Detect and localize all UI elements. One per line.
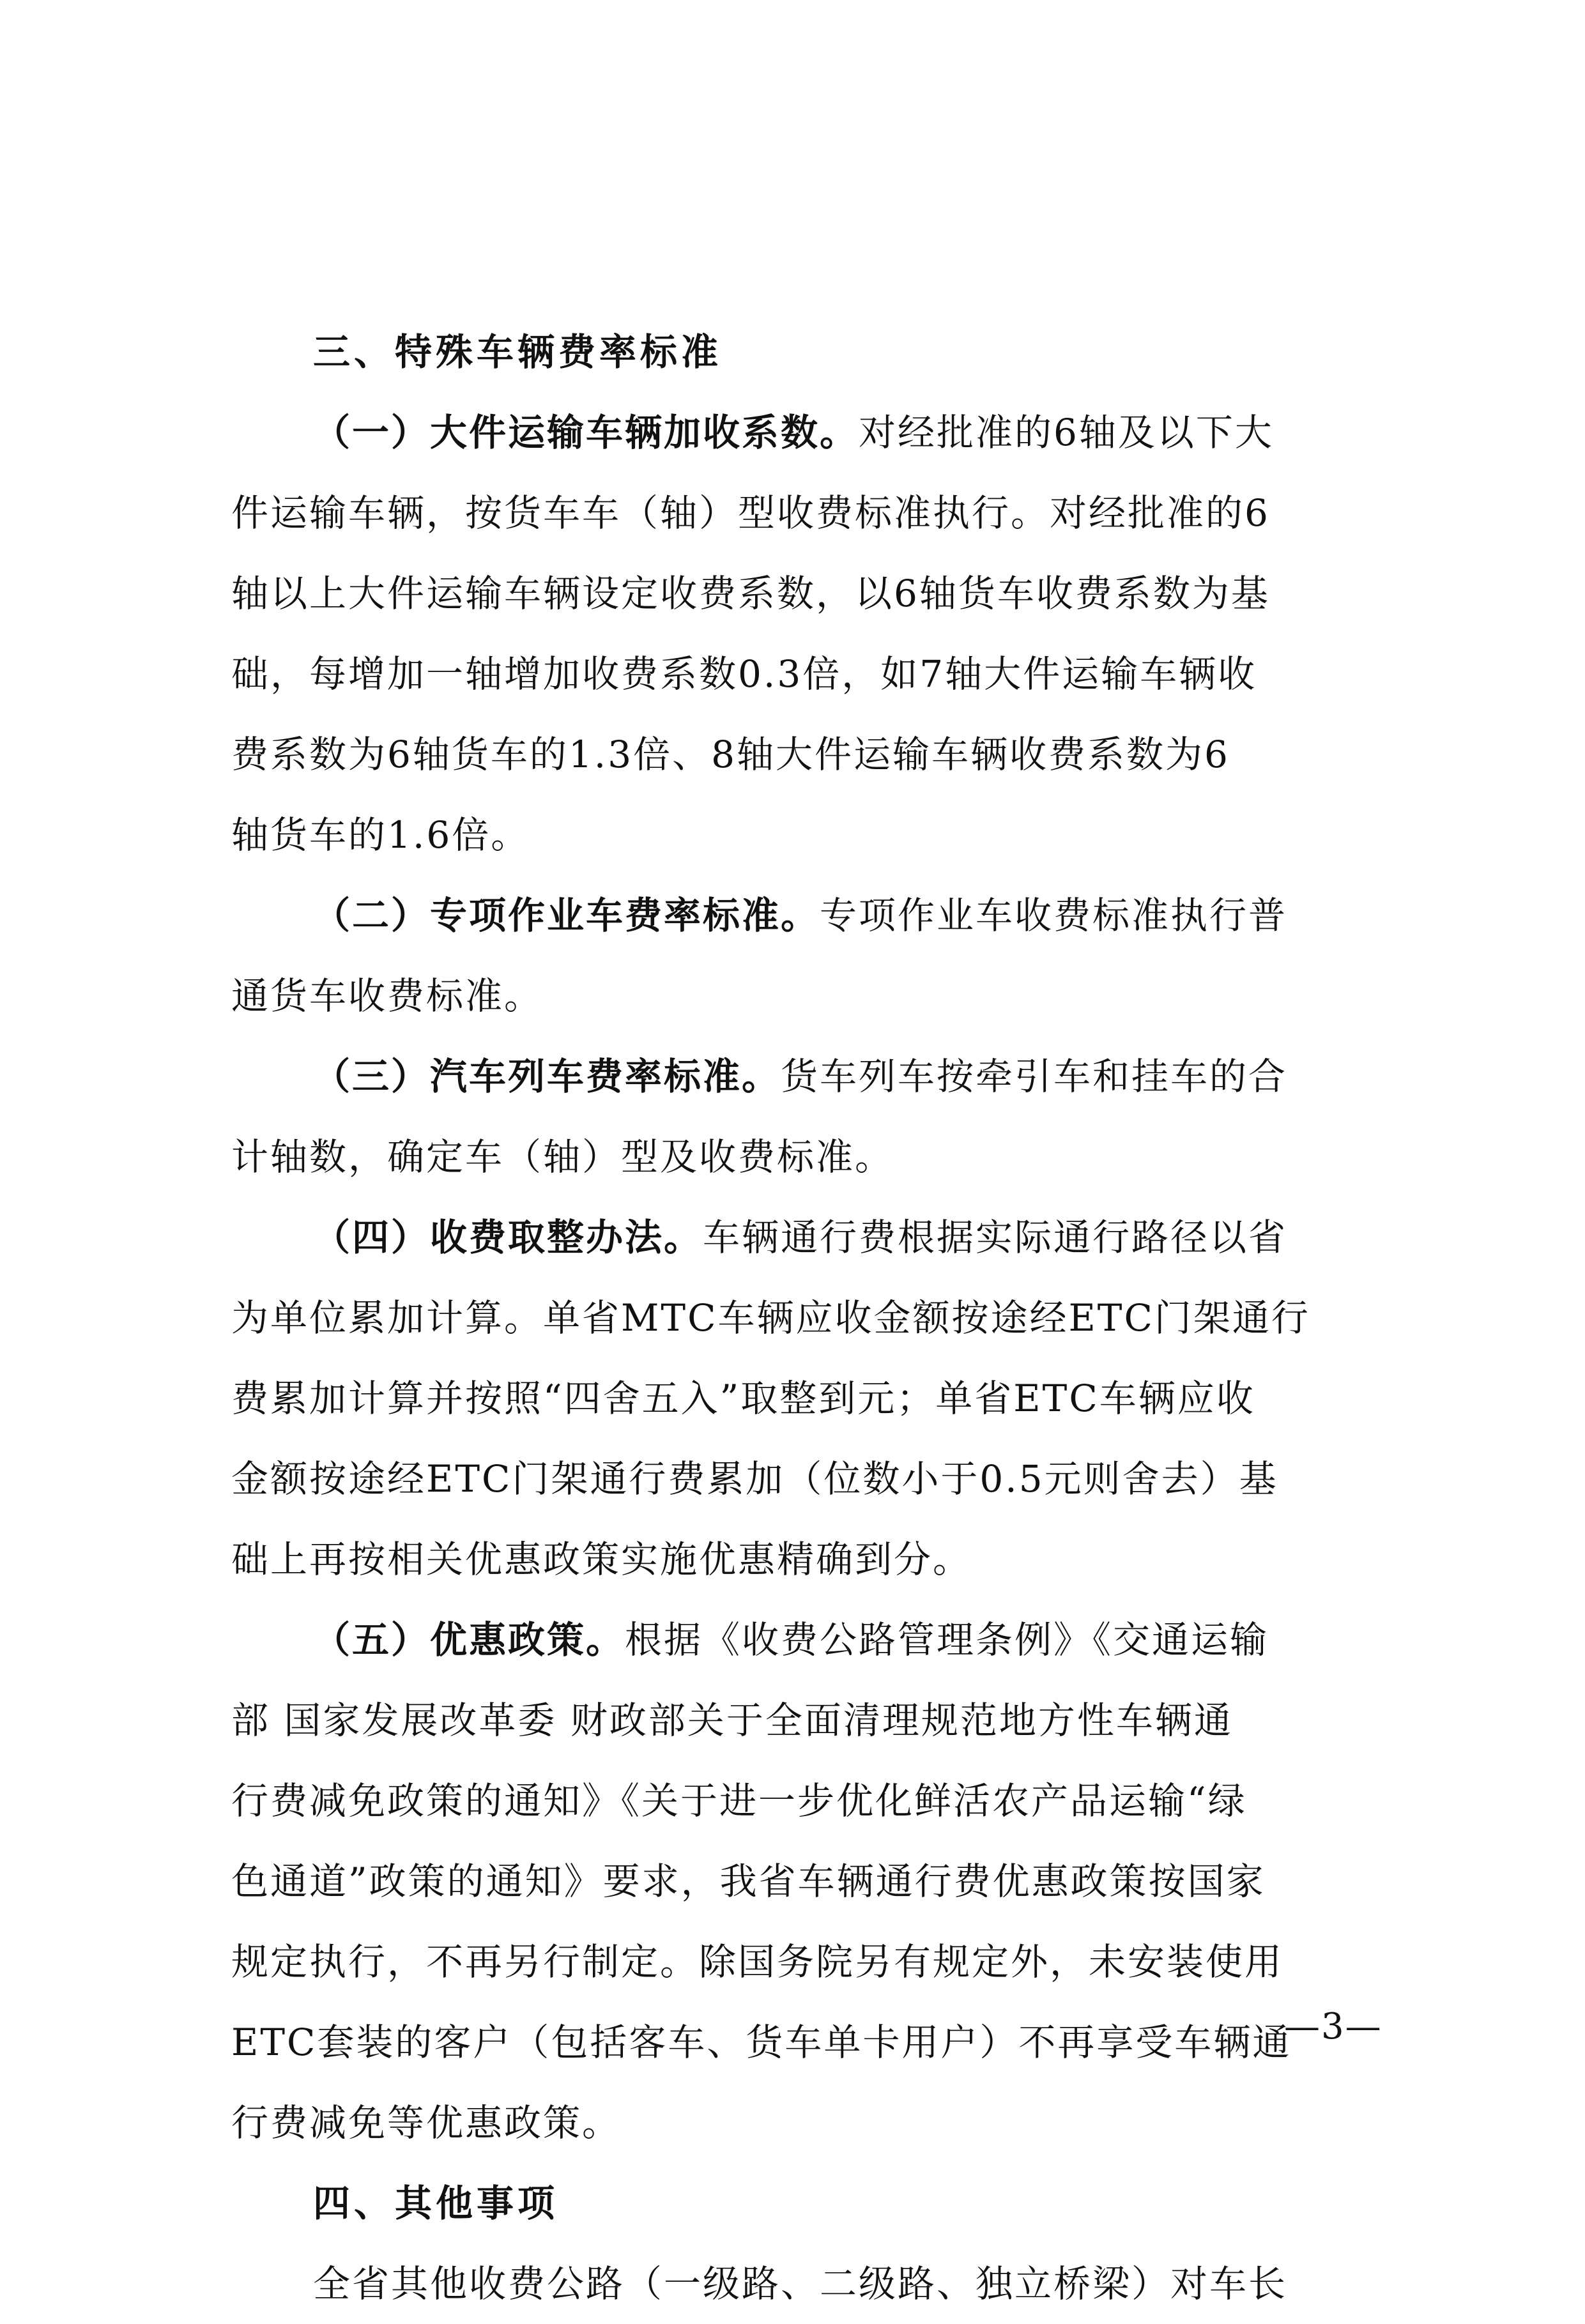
paragraph-line: 计轴数，确定车（轴）型及收费标准。 <box>231 1135 894 1179</box>
paragraph-lead: （一）大件运输车辆加收系数。 <box>313 411 859 454</box>
paragraph-line: 行费减免政策的通知》《关于进一步优化鲜活农产品运输“绿 <box>231 1779 1247 1823</box>
paragraph-line: 全省其他收费公路（一级路、二级路、独立桥梁）对车长 <box>313 2262 1288 2305</box>
paragraph-line: 金额按途经ETC门架通行费累加（位数小于0.5元则舍去）基 <box>231 1457 1278 1501</box>
paragraph-line: 通货车收费标准。 <box>231 974 544 1018</box>
paragraph-line: 轴以上大件运输车辆设定收费系数，以6轴货车收费系数为基 <box>231 572 1270 615</box>
paragraph-line: 件运输车辆，按货车车（轴）型收费标准执行。对经批准的6 <box>231 491 1270 535</box>
paragraph-line <box>231 1600 1354 1680</box>
paragraph-line: 色通道”政策的通知》要求，我省车辆通行费优惠政策按国家 <box>231 1860 1266 1903</box>
paragraph-line <box>231 392 1354 473</box>
paragraph-text: 车辆通行费根据实际通行路径以省 <box>703 1216 1288 1259</box>
paragraph-lead: （二）专项作业车费率标准。 <box>313 894 820 937</box>
paragraph-text: 专项作业车收费标准执行普 <box>820 894 1288 937</box>
paragraph-line: 础，每增加一轴增加收费系数0.3倍，如7轴大件运输车辆收 <box>231 652 1257 696</box>
section-heading-other-matters: 四、其他事项 <box>313 2182 559 2225</box>
paragraph-text: 对经批准的6轴及以下大 <box>859 411 1274 454</box>
paragraph-line: 部 国家发展改革委 财政部关于全面清理规范地方性车辆通 <box>231 1699 1233 1742</box>
paragraph-line: 础上再按相关优惠政策实施优惠精确到分。 <box>231 1538 972 1581</box>
paragraph-lead: （四）收费取整办法。 <box>313 1216 703 1259</box>
paragraph-line <box>231 1197 1354 1278</box>
paragraph-line: 规定执行，不再另行制定。除国务院另有规定外，未安装使用 <box>231 1940 1284 1984</box>
paragraph-line: 费累加计算并按照“四舍五入”取整到元；单省ETC车辆应收 <box>231 1377 1255 1420</box>
paragraph-lead: （三）汽车列车费率标准。 <box>313 1055 781 1098</box>
paragraph-line: ETC套装的客户（包括客车、货车单卡用户）不再享受车辆通 <box>231 2021 1292 2064</box>
page-number: —3— <box>1284 2006 1382 2047</box>
document-body <box>231 312 1354 2324</box>
paragraph-text: 根据《收费公路管理条例》《交通运输 <box>625 1618 1269 1662</box>
paragraph-line: 轴货车的1.6倍。 <box>231 813 530 857</box>
paragraph-line: 为单位累加计算。单省MTC车辆应收金额按途经ETC门架通行 <box>231 1296 1310 1340</box>
paragraph-text: 货车列车按牵引车和挂车的合 <box>781 1055 1288 1098</box>
paragraph-line: 行费减免等优惠政策。 <box>231 2101 622 2144</box>
paragraph-line <box>231 1036 1354 1117</box>
paragraph-lead: （五）优惠政策。 <box>313 1618 625 1662</box>
paragraph-line <box>231 875 1354 956</box>
paragraph-line: 费系数为6轴货车的1.3倍、8轴大件运输车辆收费系数为6 <box>231 733 1230 776</box>
section-heading-special-vehicles: 三、特殊车辆费率标准 <box>313 330 723 374</box>
